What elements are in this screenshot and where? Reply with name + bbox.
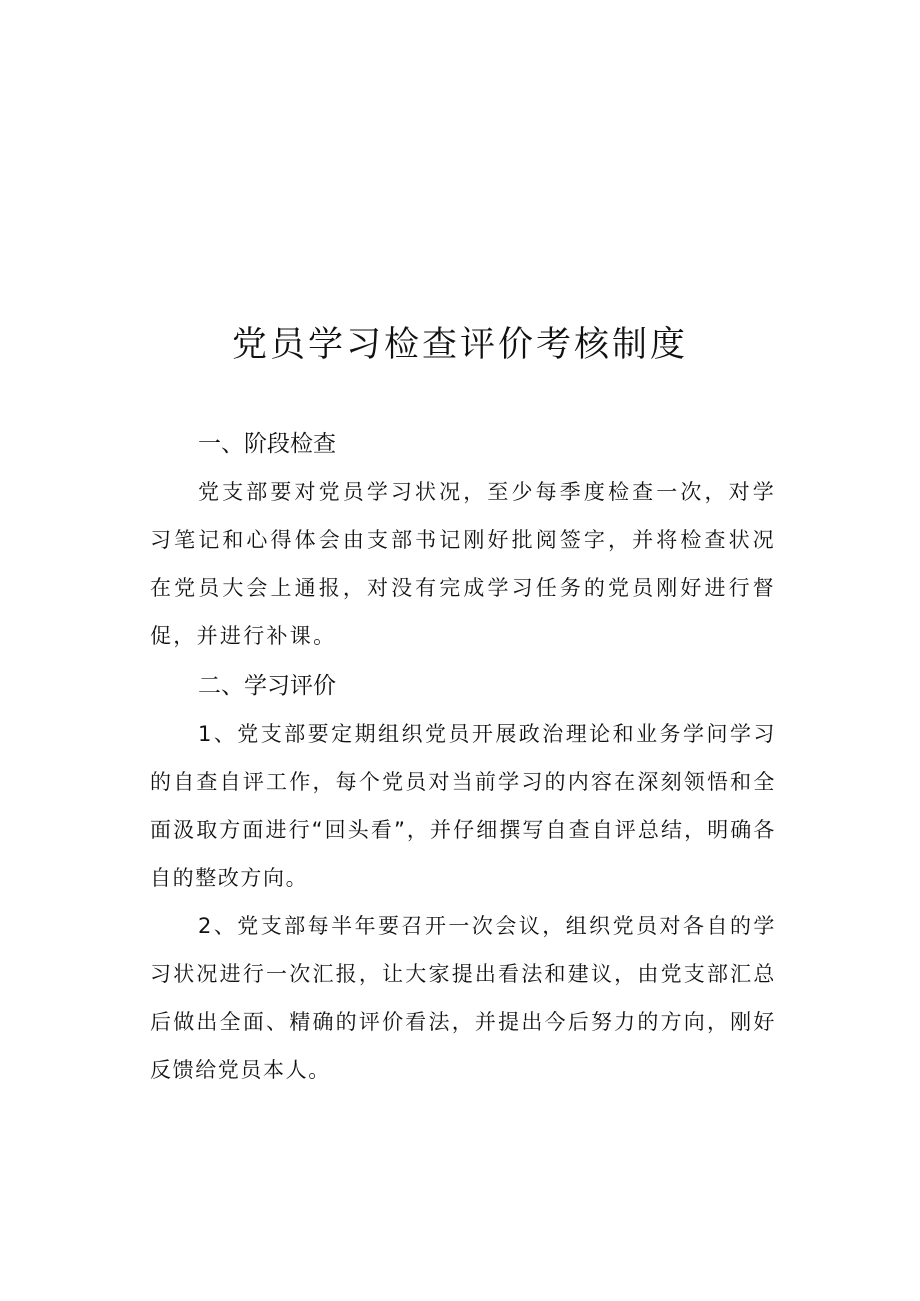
section-heading-inspection: 一、阶段检查 — [198, 431, 336, 457]
document-title: 党员学习检查评价考核制度 — [231, 325, 688, 365]
paragraph-evaluation-2: 2、党支部每半年要召开一次会议，组织党员对各自的学习状况进行一次汇报，让大家提出看法和建议，由党支部汇总后做出全面、精确的评价看法，并提出今后努力的方向，刚好反馈给党员本人。 — [150, 914, 776, 1082]
paragraph-evaluation-1: 1、党支部要定期组织党员开展政治理论和业务学问学习的自查自评工作，每个党员对当前学习的内容在深刻领悟和全面汲取方面进行“回头看”，并仔细撰写自查自评总结，明确各自的整改方向。 — [150, 722, 776, 890]
paragraph-inspection: 党支部要对党员学习状况，至少每季度检查一次，对学习笔记和心得体会由支部书记刚好批阅签字，并将检查状况在党员大会上通报，对没有完成学习任务的党员刚好进行督促，并进行补课。 — [150, 480, 776, 648]
section-heading-evaluation: 二、学习评价 — [198, 673, 336, 699]
document-body — [150, 420, 776, 1094]
